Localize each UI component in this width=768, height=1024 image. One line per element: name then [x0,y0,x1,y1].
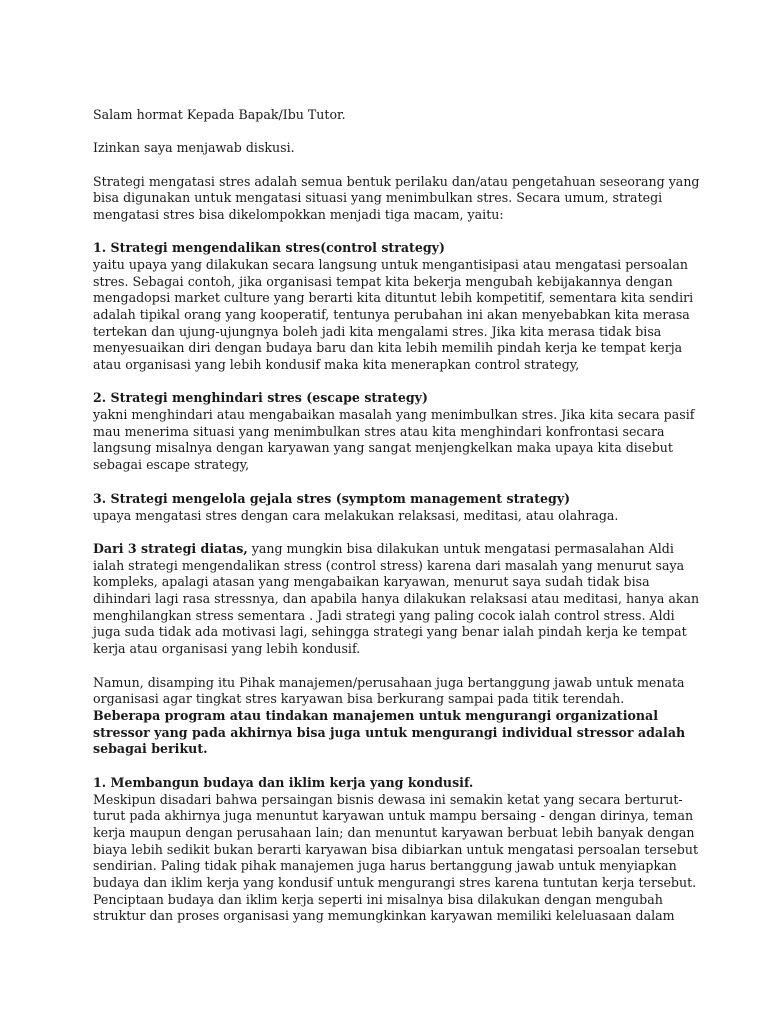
intro-line: mengatasi stres bisa dikelompokkan menjadi tiga macam, yaitu: [93,207,504,222]
conclusion-line: ialah strategi mengendalikan stress (control stress) karena dari masalah yang menurut saya [93,558,685,573]
management-bold-line: sebagai berikut. [93,741,208,756]
strategy1-line: atau organisasi yang lebih kondusif maka kita menerapkan control strategy, [93,357,580,372]
strategy2-line: langsung misalnya dengan karyawan yang sangat menjengkelkan maka upaya kita disebut [93,440,673,455]
program1-line: turut pada akhirnya juga menuntut karyawan untuk mampu bersaing - dengan dirinya, teman [93,808,694,823]
management-bold-line: stressor yang pada akhirnya bisa juga untuk mengurangi individual stressor adalah [93,725,686,740]
strategy2-heading: 2. Strategi menghindari stres (escape strategy) [93,390,428,405]
conclusion-line: juga suda tidak ada motivasi lagi, sehingga strategi yang benar ialah pindah kerja ke tempat [93,624,687,639]
strategy2-line: yakni menghindari atau mengabaikan masalah yang menimbulkan stres. Jika kita secara pasif [93,407,695,422]
strategy1-line: tertekan dan ujung-ujungnya boleh jadi kita mengalami stres. Jika kita merasa tidak bisa [93,324,662,339]
conclusion-line: dihindari lagi rasa stressnya, dan apabila hanya dilakukan relaksasi atau meditasi, hanya akan [93,591,700,606]
intro-line: bisa digunakan untuk mengatasi situasi yang menimbulkan stres. Secara umum, strategi [93,190,663,205]
greeting-line: Salam hormat Kepada Bapak/Ibu Tutor. [93,107,346,122]
management-bold-line: Beberapa program atau tindakan manajemen untuk mengurangi organizational [93,708,658,723]
conclusion-line: kerja atau organisasi yang lebih kondusif. [93,641,361,656]
program1-line: Meskipun disadari bahwa persaingan bisnis dewasa ini semakin ketat yang secara berturut- [93,792,683,807]
management-line: Namun, disamping itu Pihak manajemen/perusahaan juga bertanggung jawab untuk menata [93,675,685,690]
program1-line: sendirian. Paling tidak pihak manajemen juga harus bertanggung jawab untuk menyiapkan [93,858,677,873]
program1-line: Penciptaan budaya dan iklim kerja seperti ini misalnya bisa dilakukan dengan mengubah [93,892,663,907]
strategy1-line: mengadopsi market culture yang berarti kita dituntut lebih kompetitif, sementara kita sendiri [93,290,694,305]
strategy1-line: menyesuaikan diri dengan budaya baru dan kita lebih memilih pindah kerja ke tempat kerja [93,340,683,355]
program1-line: biaya lebih sedikit bukan berarti karyawan bisa dibiarkan untuk mengatasi persoalan tersebut [93,842,699,857]
program1-heading: 1. Membangun budaya dan iklim kerja yang kondusif. [93,775,474,790]
strategy1-heading: 1. Strategi mengendalikan stres(control strategy) [93,240,445,255]
conclusion-lead-rest: yang mungkin bisa dilakukan untuk mengatasi permasalahan Aldi [247,541,674,556]
strategy2-line: sebagai escape strategy, [93,457,250,472]
strategy3-line: upaya mengatasi stres dengan cara melakukan relaksasi, meditasi, atau olahraga. [93,508,619,523]
strategy1-line: adalah tipikal orang yang kooperatif, tentunya perubahan ini akan menyebabkan kita merasa [93,307,690,322]
strategy1-line: yaitu upaya yang dilakukan secara langsung untuk mengantisipasi atau mengatasi persoalan [93,257,688,272]
strategy2-line: mau menerima situasi yang menimbulkan stres atau kita menghindari konfrontasi secara [93,424,665,439]
intro-line: Strategi mengatasi stres adalah semua bentuk perilaku dan/atau pengetahuan seseorang yang [93,174,700,189]
program1-line: kerja maupun dengan perusahaan lain; dan menuntut karyawan berbuat lebih banyak dengan [93,825,695,840]
conclusion-line: menghilangkan stress sementara . Jadi strategi yang paling cocok ialah control stress. Aldi [93,608,675,623]
opening-line: Izinkan saya menjawab diskusi. [93,140,295,155]
management-line: organisasi agar tingkat stres karyawan bisa berkurang sampai pada titik terendah. [93,691,625,706]
conclusion-first-line [93,541,693,558]
conclusion-lead-bold: Dari 3 strategi diatas, [93,541,248,556]
program1-line: struktur dan proses organisasi yang memungkinkan karyawan memiliki keleluasaan dalam [93,908,675,923]
program1-line: budaya dan iklim kerja yang kondusif untuk mengurangi stres karena tuntutan kerja tersebut. [93,875,697,890]
strategy3-heading: 3. Strategi mengelola gejala stres (symptom management strategy) [93,491,571,506]
conclusion-line: kompleks, apalagi atasan yang mengabaikan karyawan, menurut saya sudah tidak bisa [93,574,650,589]
strategy1-line: stres. Sebagai contoh, jika organisasi tempat kita bekerja mengubah kebijakannya dengan [93,274,673,289]
